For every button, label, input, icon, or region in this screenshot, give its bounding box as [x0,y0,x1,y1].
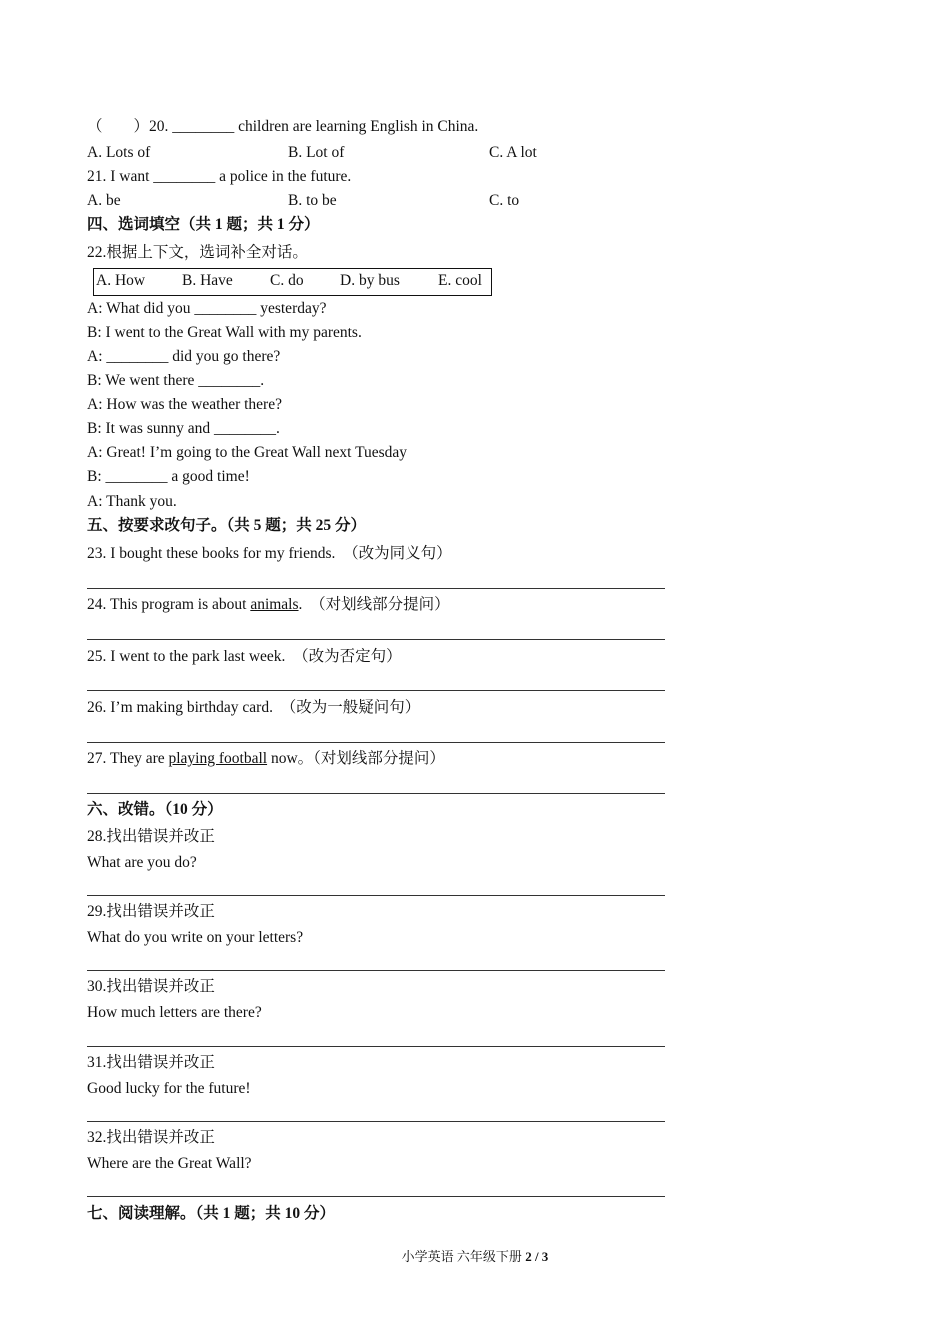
question-26: 26. I’m making birthday card. （改为一般疑问句） [87,699,421,716]
word-bank-box [93,268,492,296]
answer-line [87,742,665,743]
answer-line [87,793,665,794]
word-option: E. cool [438,272,482,289]
question-20-stem: （ ）20. ________ children are learning English in China. [87,118,479,135]
dialogue-line: B: ________ a good time! [87,468,250,485]
correction-number: 29.找出错误并改正 [87,903,215,920]
q21-option-a: A. be [87,192,121,209]
answer-line [87,690,665,691]
word-option: D. by bus [340,272,400,289]
dialogue-line: A: Great! I’m going to the Great Wall next Tuesday [87,444,408,461]
correction-sentence: What do you write on your letters? [87,929,304,946]
answer-line [87,639,665,640]
correction-number: 32.找出错误并改正 [87,1129,215,1146]
correction-number: 28.找出错误并改正 [87,828,215,845]
correction-sentence: Where are the Great Wall? [87,1155,252,1172]
correction-sentence: Good lucky for the future! [87,1080,251,1097]
answer-line [87,1196,665,1197]
section-7-title: 七、阅读理解。（共 1 题；共 10 分） [87,1205,336,1222]
section-4-title: 四、选词填空（共 1 题；共 1 分） [87,216,320,233]
answer-line [87,588,665,589]
footer-label: 小学英语 六年级下册 [401,1249,526,1264]
q21-option-b: B. to be [288,192,337,209]
correction-number: 30.找出错误并改正 [87,978,215,995]
dialogue-line: A: How was the weather there? [87,396,282,413]
q22-instruction: 22.根据上下文，选词补全对话。 [87,244,308,261]
correction-sentence: How much letters are there? [87,1004,262,1021]
dialogue-line: B: It was sunny and ________. [87,420,280,437]
page-footer [0,1246,950,1265]
question-27: 27. They are playing football now。（对划线部分提问） [87,750,445,767]
q20-option-a: A. Lots of [87,144,151,161]
answer-line [87,1121,665,1122]
word-option: A. How [96,272,146,289]
answer-line [87,895,665,896]
correction-number: 31.找出错误并改正 [87,1054,215,1071]
question-24: 24. This program is about animals. （对划线部分提问） [87,596,450,613]
dialogue-line: A: ________ did you go there? [87,348,281,365]
dialogue-line: B: We went there ________. [87,372,265,389]
correction-sentence: What are you do? [87,854,197,871]
section-6-title: 六、改错。（10 分） [87,801,223,818]
question-25: 25. I went to the park last week. （改为否定句） [87,648,402,665]
section-5-title: 五、按要求改句子。（共 5 题；共 25 分） [87,517,367,534]
underlined-word: animals [250,596,299,613]
dialogue-line: A: What did you ________ yesterday? [87,300,327,317]
answer-line [87,970,665,971]
dialogue-line: B: I went to the Great Wall with my parents. [87,324,362,341]
underlined-phrase: playing football [168,750,268,767]
answer-line [87,1046,665,1047]
question-21-stem: 21. I want ________ a police in the future. [87,168,352,185]
page-number: 2 / 3 [525,1249,549,1264]
q20-option-b: B. Lot of [288,144,345,161]
question-23: 23. I bought these books for my friends. （改为同义句） [87,545,452,562]
dialogue-line: A: Thank you. [87,493,177,510]
q20-option-c: C. A lot [489,144,537,161]
word-option: C. do [270,272,304,289]
q21-option-c: C. to [489,192,520,209]
word-option: B. Have [182,272,233,289]
